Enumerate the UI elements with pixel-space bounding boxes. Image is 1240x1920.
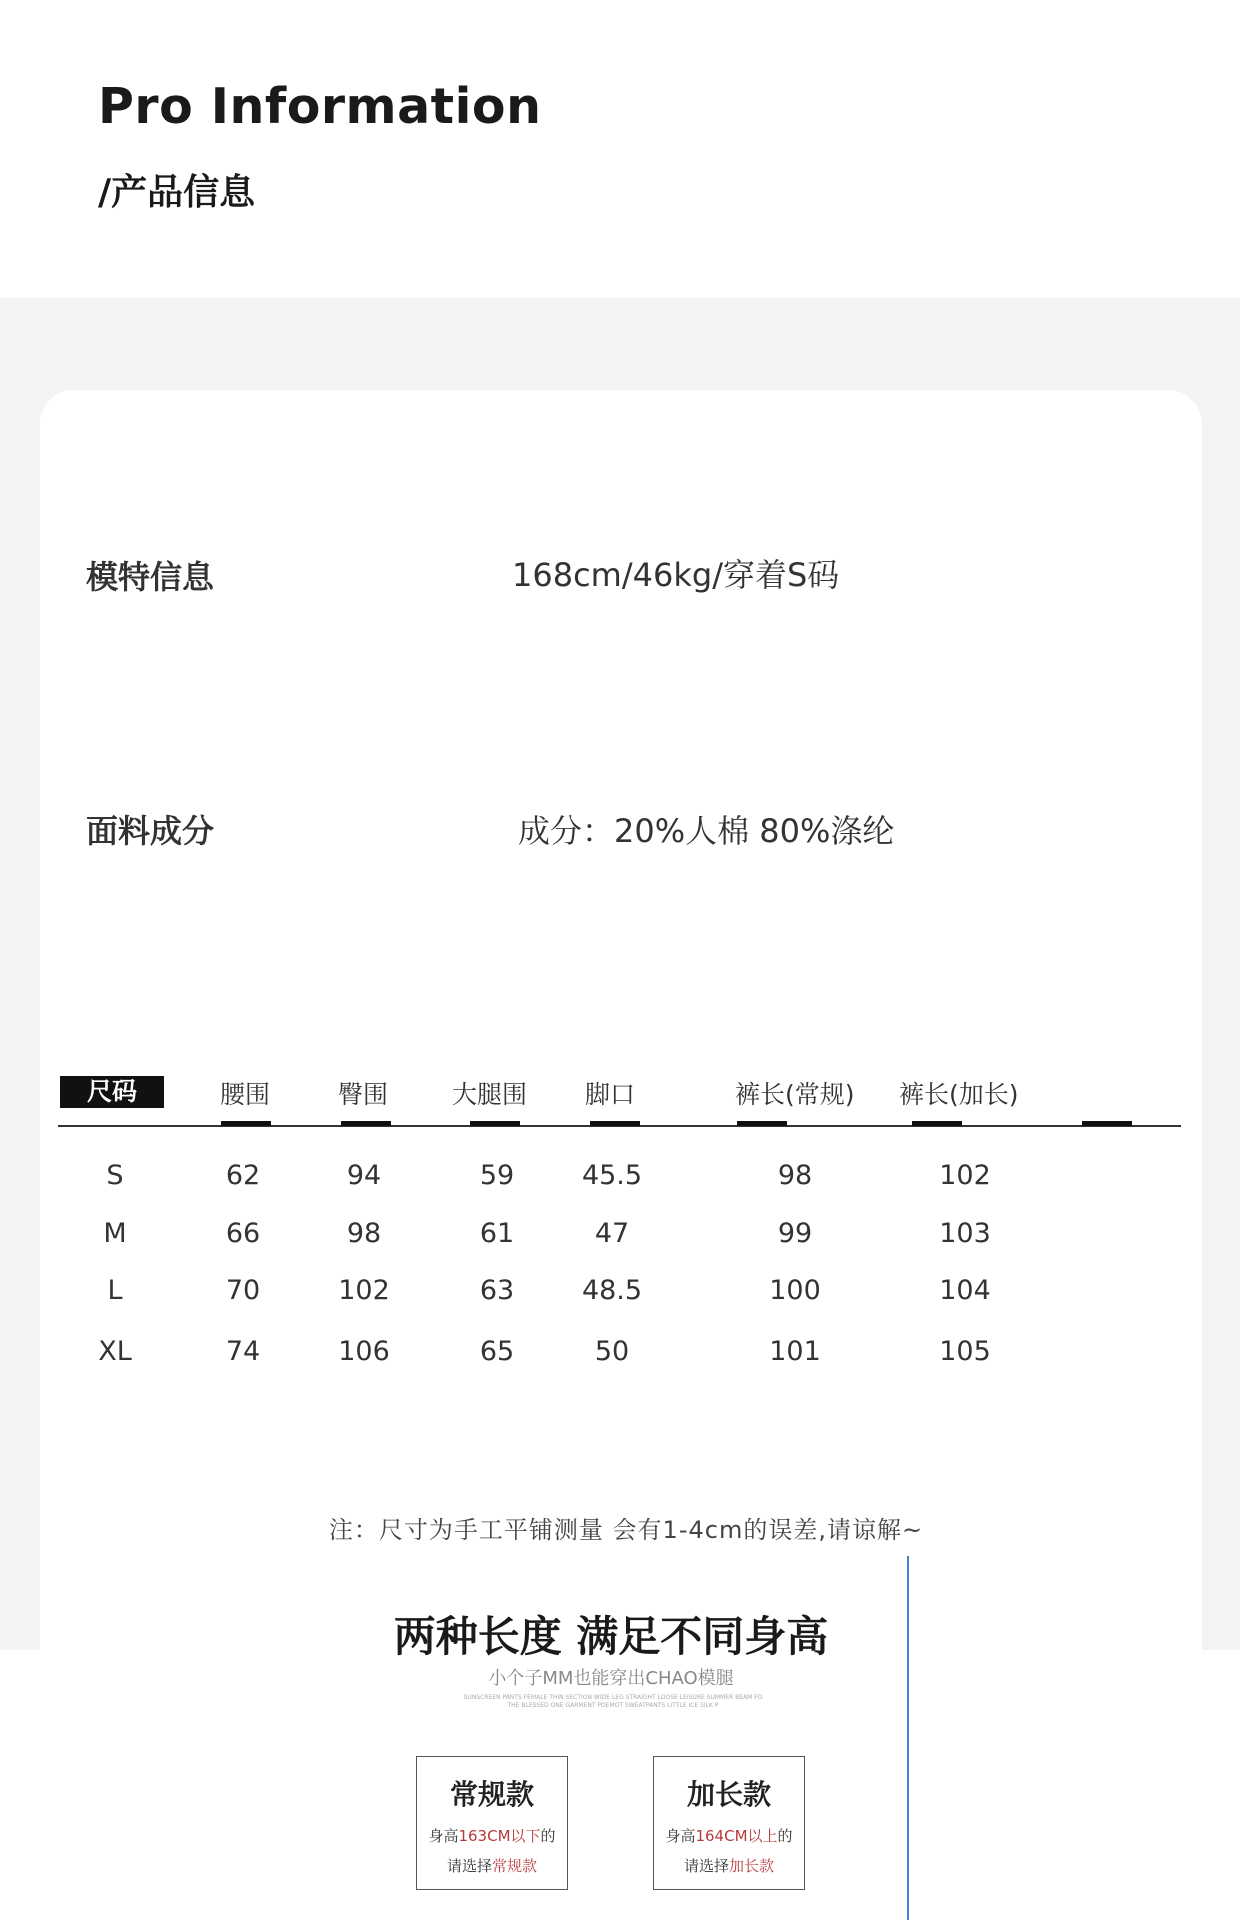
- table-cell: 100: [769, 1275, 821, 1306]
- table-cell: XL: [98, 1336, 132, 1367]
- hem-column-header: 脚口: [585, 1080, 636, 1109]
- banner-title: 两种长度 满足不同身高: [393, 1612, 829, 1661]
- table-cell: 99: [777, 1218, 813, 1249]
- column-tick-mark: [1082, 1121, 1132, 1126]
- table-cell: 48.5: [581, 1275, 643, 1306]
- table-cell: 62: [225, 1160, 261, 1191]
- model-info-value: 168cm/46kg/穿着S码: [512, 556, 840, 594]
- fabric-label: 面料成分: [86, 812, 215, 850]
- waist-column-header: 腰围: [220, 1080, 271, 1109]
- regular-length-option: [416, 1756, 568, 1890]
- table-cell: 102: [939, 1160, 991, 1191]
- table-cell: 50: [594, 1336, 630, 1367]
- table-cell: 63: [479, 1275, 515, 1306]
- column-tick-mark: [221, 1121, 271, 1126]
- regular-option-title: 常规款: [449, 1778, 534, 1811]
- table-cell: 47: [594, 1218, 630, 1249]
- table-cell: 65: [479, 1336, 515, 1367]
- table-cell: 70: [225, 1275, 261, 1306]
- table-cell: S: [106, 1160, 124, 1191]
- table-cell: 104: [939, 1275, 991, 1306]
- table-cell: L: [107, 1275, 123, 1306]
- table-cell: M: [103, 1218, 127, 1249]
- page-subtitle: /产品信息: [98, 172, 256, 213]
- banner-fine-print: SUNSCREEN PANTS FEMALE THIN SECTION WIDE LEG STRAIGHT LOOSE LEISURE SUMMER BEAM FO: [463, 1694, 763, 1701]
- table-cell: 103: [939, 1218, 991, 1249]
- thigh-column-header: 大腿围: [452, 1080, 528, 1109]
- column-tick-mark: [737, 1121, 787, 1126]
- table-cell: 66: [225, 1218, 261, 1249]
- regular-option-choose-line: 请选择常规款: [446, 1857, 538, 1875]
- table-cell: 94: [346, 1160, 382, 1191]
- model-info-label: 模特信息: [86, 558, 215, 596]
- size-column-header: 尺码: [60, 1076, 164, 1108]
- fabric-value: 成分：20%人棉 80%涤纶: [518, 812, 895, 850]
- table-cell: 106: [338, 1336, 390, 1367]
- table-cell: 59: [479, 1160, 515, 1191]
- page-title: Pro Information: [98, 78, 542, 135]
- table-cell: 74: [225, 1336, 261, 1367]
- regular-option-height-line: 身高163CM以下的: [428, 1827, 556, 1845]
- length-options-banner: [313, 1556, 909, 1920]
- table-cell: 61: [479, 1218, 515, 1249]
- column-tick-mark: [590, 1121, 640, 1126]
- measurement-note: [0, 1510, 1240, 1545]
- long-option-choose-line: 请选择加长款: [683, 1857, 775, 1875]
- table-cell: 101: [769, 1336, 821, 1367]
- banner-subtitle: 小个子MM也能穿出CHAO模腿: [488, 1668, 734, 1689]
- table-cell: 98: [777, 1160, 813, 1191]
- table-cell: 105: [939, 1336, 991, 1367]
- table-cell: 45.5: [581, 1160, 643, 1191]
- hip-column-header: 臀围: [338, 1080, 389, 1109]
- table-cell: 102: [338, 1275, 390, 1306]
- long-option-title: 加长款: [686, 1778, 771, 1811]
- header-section: [0, 0, 1240, 298]
- table-cell: 98: [346, 1218, 382, 1249]
- column-tick-mark: [341, 1121, 391, 1126]
- column-tick-mark: [470, 1121, 520, 1126]
- measurement-note-text: 注：尺寸为手工平铺测量 会有1-4cm的误差,请谅解~: [328, 1516, 924, 1544]
- banner-fine-print: THE BLESSED ONE GARMENT POEMOT SWEATPANTS LITTLE ICE SILK P: [507, 1702, 719, 1709]
- long-length-column-header: 裤长(加长): [899, 1080, 1019, 1109]
- column-tick-mark: [912, 1121, 962, 1126]
- regular-length-column-header: 裤长(常规): [735, 1080, 855, 1109]
- long-length-option: [653, 1756, 805, 1890]
- long-option-height-line: 身高164CM以上的: [665, 1827, 793, 1845]
